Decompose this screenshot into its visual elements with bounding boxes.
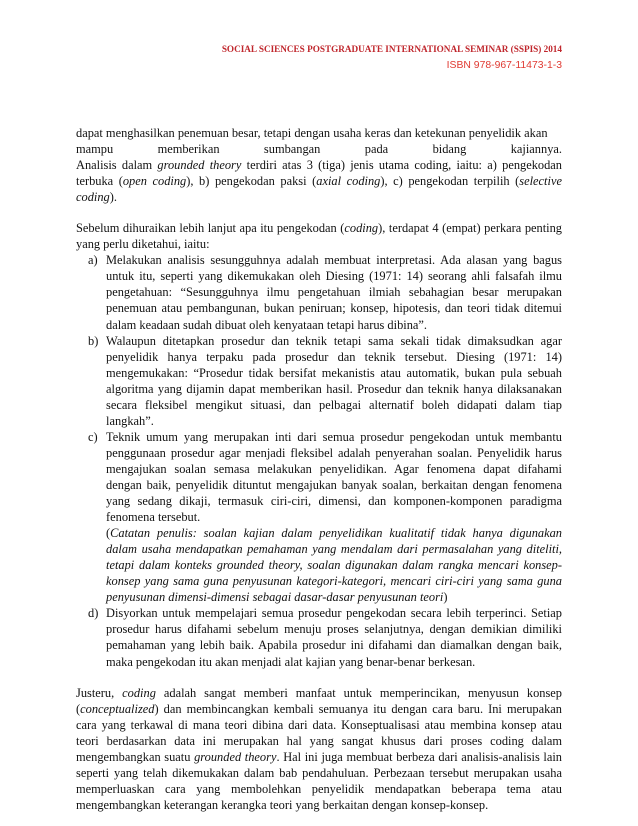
paragraph-1: [76, 125, 562, 205]
p3-text-c: ) dan membincangkan kembali semuanya itu dengan cara baru. Ini merupakan cara yang terkawal di mana teori dibina dari data. Konseptualisasi atau membina konsep atau teori berdasarkan data ini merupakan hal yang sangat khusus dari proses coding dalam mengembangkan suatu: [76, 701, 562, 764]
list-text-a: Melakukan analisis sesungguhnya adalah membuat interpretasi. Ada alasan yang bagus untuk itu, seperti yang dikemukakan oleh Diesing (1971: 14) seorang ahli falsafah ilmu pengetahuan: “Sesungguhnya ilmu pengetahuan ilmiah sebahagian besar merupakan penemuan atau pembangunan, bukan peniruan; konsep, hipotesis, dan teori tidak ditemui dalam keadaan sudah dibuat oleh kenyataan tetapi harus dibina”.: [106, 253, 562, 332]
list-label-a: a): [88, 253, 98, 268]
p3-text-a: Justeru,: [76, 685, 123, 700]
p1-em-grounded-theory: grounded theory: [157, 158, 242, 173]
list-item-c: [76, 429, 562, 606]
p2-text-a: Sebelum dihuraikan lebih lanjut apa itu pengekodan (: [76, 221, 345, 236]
paragraph-2: [76, 220, 562, 252]
p1-em-selective-coding: selective coding: [76, 174, 562, 205]
list-label-d: d): [88, 606, 99, 621]
list-item-d: [76, 605, 562, 669]
p3-em-grounded-theory: grounded theory: [194, 749, 277, 764]
paragraph-3: [76, 685, 562, 813]
points-list: [76, 252, 562, 669]
p1-line1: dapat menghasilkan penemuan besar, tetapi dengan usaha keras dan ketekunan penyelidik akan: [76, 126, 548, 140]
isbn-label: ISBN 978-967-11473-1-3: [446, 60, 562, 71]
p1-line2: mampu memberikan sumbangan pada bidang kajiannya.: [76, 142, 562, 157]
list-text-c: Teknik umum yang merupakan inti dari semua prosedur pengekodan untuk membantu penggunaan prosedur agar menjadi fleksibel adalah penyerahan soalan. Penyelidik harus mengajukan soalan semasa melakukan penyelidikan. Agar fenomena dapat difahami dengan baik, penyelidik dituntut mengajukan banyak soalan, berkaitan dengan fenomena yang sedang dikaji, termasuk ciri-ciri, dimensi, dan komponen-komponen paradigma fenomena tersebut.: [106, 429, 562, 525]
p1-text-d: ), c) pengekodan terpilih (: [380, 174, 520, 189]
note-open-paren: (: [106, 526, 111, 541]
p3-text-d: . Hal ini juga membuat berbeza dari analisis-analisis lain seperti yang telah dikemukakan dalam bab pendahuluan. Perbezaan tersebut merupakan usaha memperluaskan cara yang membolehkan penyelidik mendapatkan beberapa tema atau mengembangkan keterangan kerangka teori yang berkaitan dengan konsep-konsep.: [76, 749, 562, 812]
p1-text-b: terdiri atas 3 (tiga) jenis utama coding, iaitu: a) pengekodan terbuka (: [76, 158, 562, 189]
p3-em-coding: coding: [122, 685, 156, 700]
p3-text-b: adalah sangat memberi manfaat untuk memperincikan, menyusun konsep (: [76, 685, 562, 716]
list-label-b: b): [88, 333, 99, 348]
list-item-a: [76, 252, 562, 332]
list-label-c: c): [88, 429, 98, 444]
body-text: [76, 125, 562, 813]
list-text-b: Walaupun ditetapkan prosedur dan teknik tetapi sama sekali tidak dimaksudkan agar penyelidik hanya terpaku pada prosedur dan teknik tersebut. Diesing (1971: 14) mengemukakan: “Prosedur tidak bersifat mekanistis atau automatik, bukan pula sebuah algoritma yang dijamin dapat memberikan hasil. Prosedur dan teknik hanya dilaksanakan secara fleksibel mengikut situasi, dan pelbagai alternatif boleh didapati dalam tiap langkah”.: [106, 333, 562, 428]
p2-em-coding: coding: [344, 221, 379, 236]
note-close-paren: ): [443, 590, 448, 605]
p1-em-open-coding: open coding: [122, 174, 187, 189]
p3-em-conceptualized: conceptualized: [80, 701, 155, 716]
p1-text-a: Analisis dalam: [76, 158, 158, 173]
author-note: Catatan penulis: soalan kajian dalam penyelidikan kualitatif tidak hanya digunakan dalam usaha mendapatkan pemahaman yang mendalam dari permasalahan yang diteliti, tetapi dalam konteks grounded theory, soalan digunakan dalam rangka mencari konsep-konsep yang sama guna penyusunan kategori-kategori, mencari ciri-ciri yang sama guna penyusunan dimensi-dimensi sebagai dasar-dasar penyusunan teori: [106, 526, 562, 605]
list-text-d: Disyorkan untuk mempelajari semua prosedur pengekodan secara lebih terperinci. Setiap prosedur harus difahami sebelum menuju proses selanjutnya, dengan demikian dimiliki pemahaman yang lebih baik. Apabila prosedur ini difahami dan diamalkan dengan baik, maka pengekodan itu akan menjadi alat kajian yang benar-benar berkesan.: [106, 606, 562, 669]
seminar-header-title: SOCIAL SCIENCES POSTGRADUATE INTERNATIONAL SEMINAR (SSPIS) 2014: [221, 44, 562, 54]
p1-text-c: ), b) pengekodan paksi (: [186, 174, 317, 189]
p2-text-b: ), terdapat 4 (empat) perkara penting yang perlu diketahui, iaitu:: [76, 221, 562, 252]
p1-text-e: ).: [109, 190, 117, 205]
list-item-b: [76, 333, 562, 429]
p1-em-axial-coding: axial coding: [316, 174, 381, 189]
